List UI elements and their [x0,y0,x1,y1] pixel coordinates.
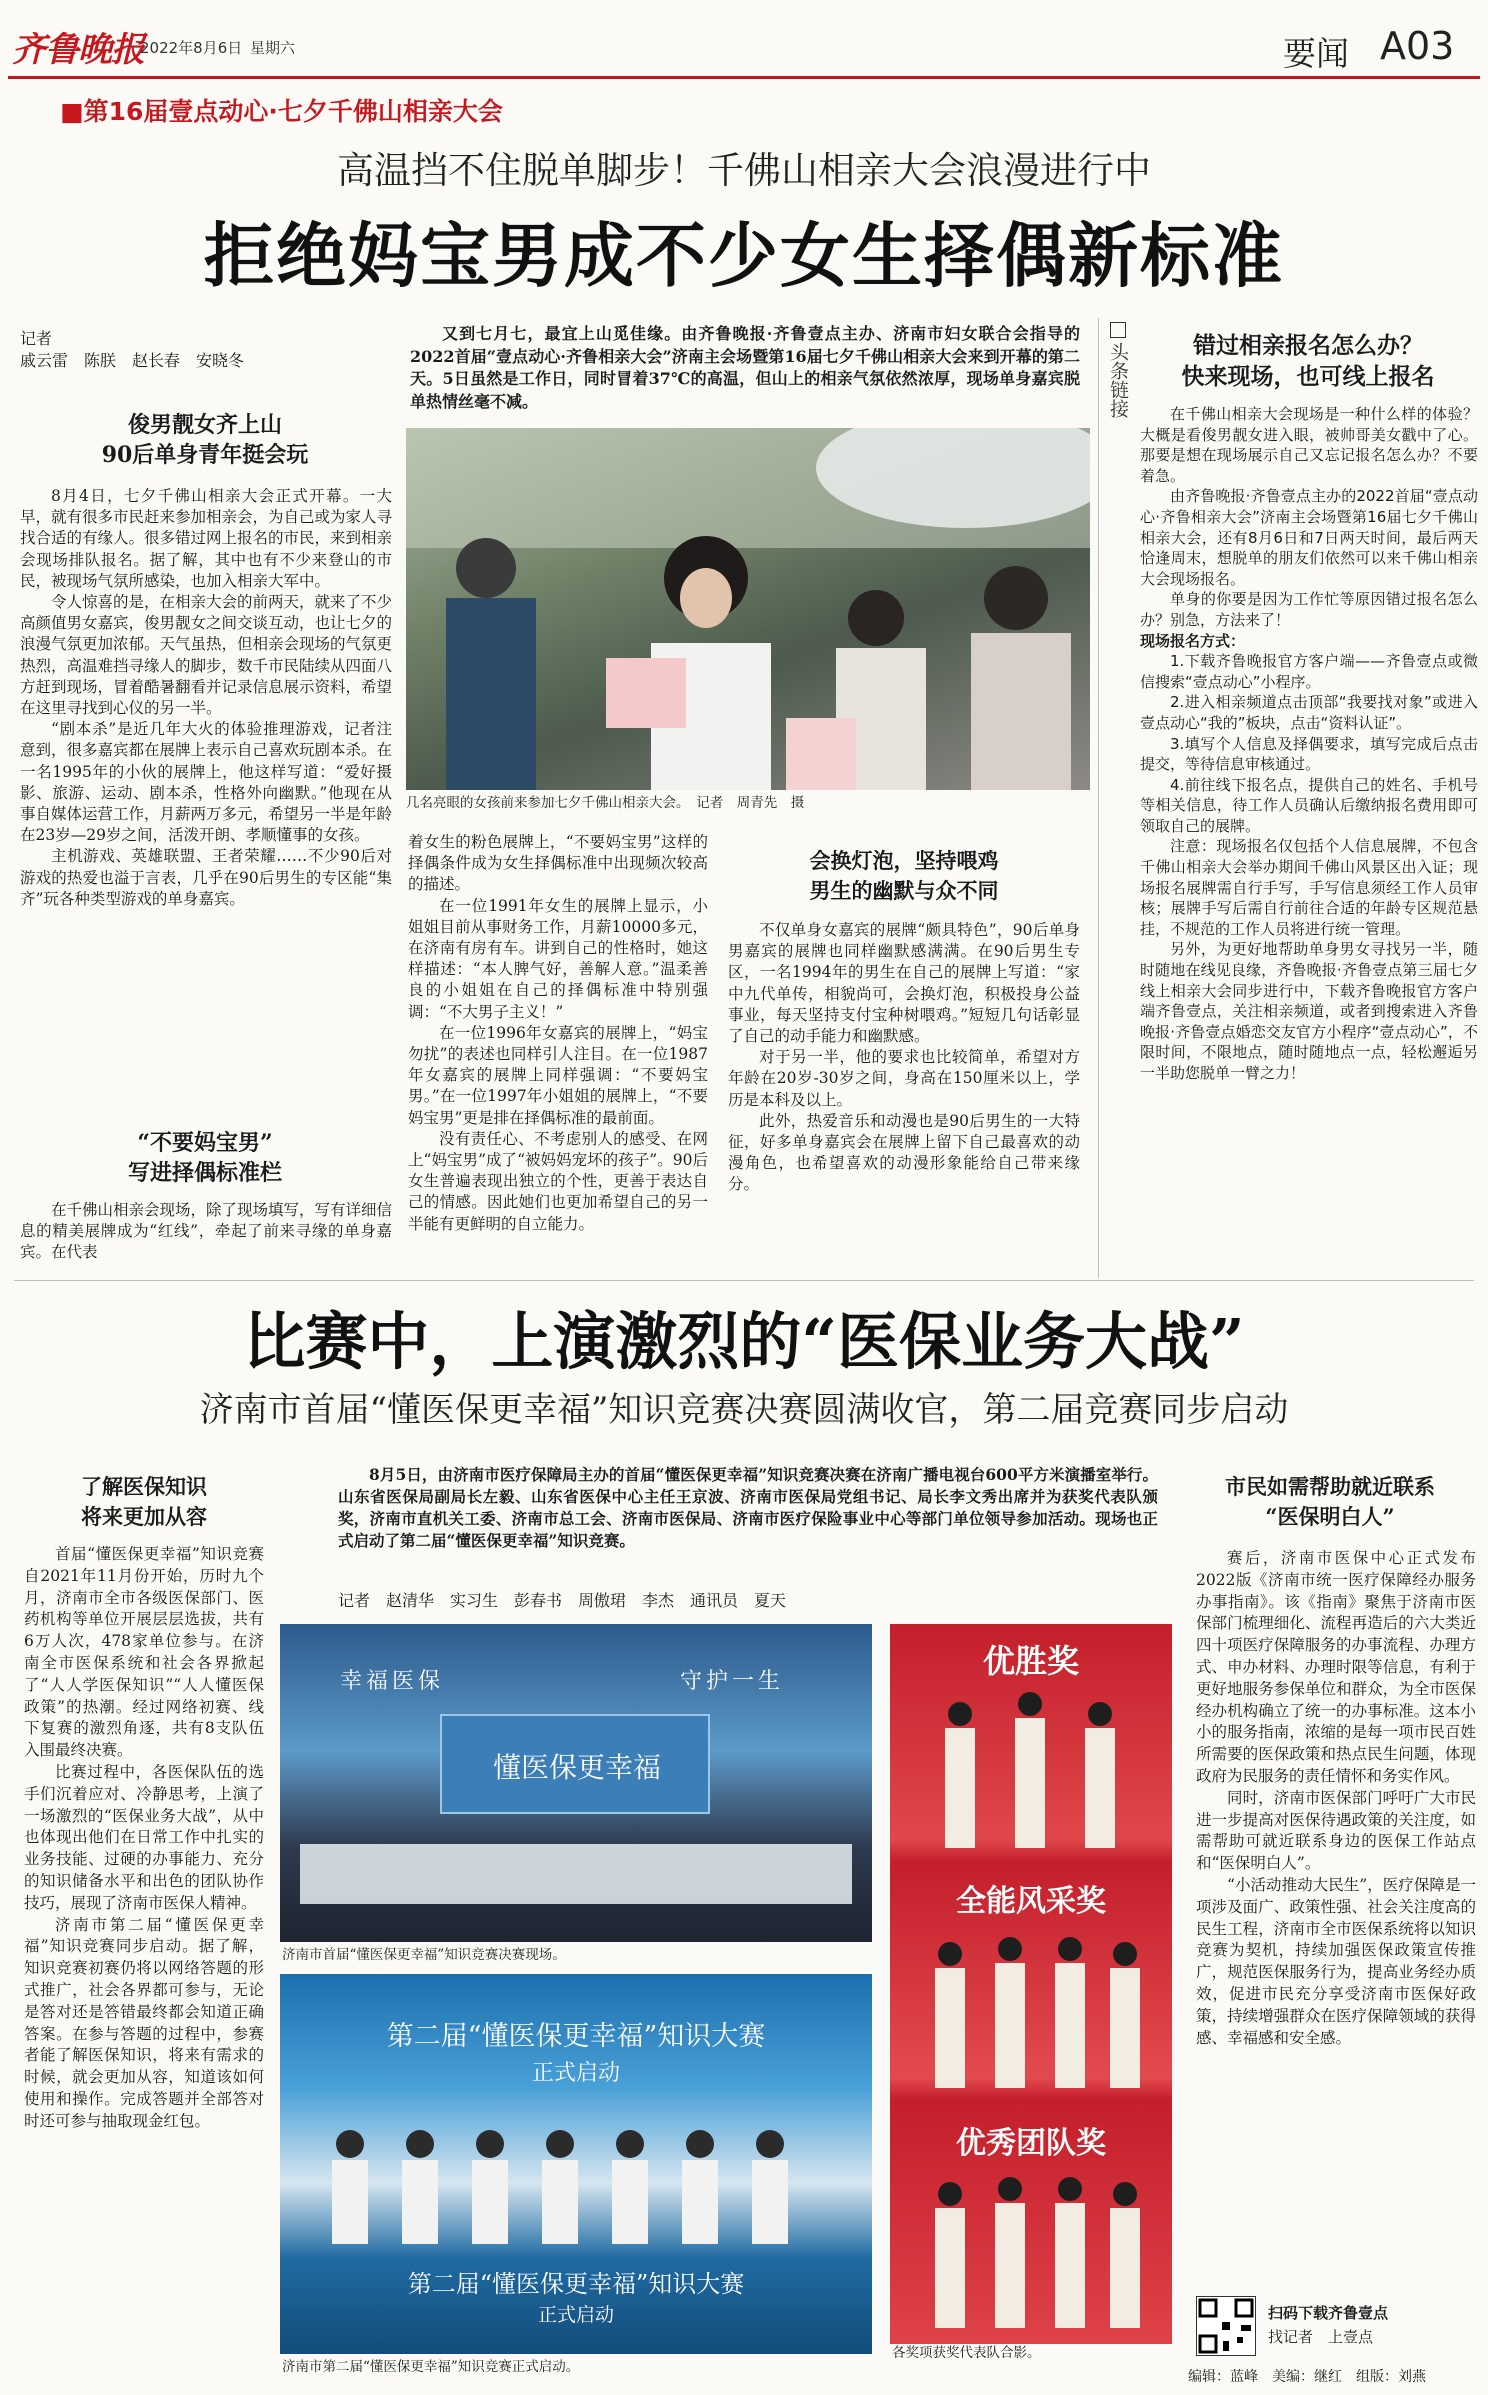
masthead [0,0,1488,80]
sidebar-body [1140,404,1478,1084]
story1-subhead-1: 俊男靓女齐上山 90后单身青年挺会玩 [101,412,309,468]
section-name: 要闻 [1283,34,1349,73]
story2-headline: 比赛中，上演激烈的“医保业务大战” [243,1305,1245,1378]
issue-weekday: 星期六 [250,39,296,57]
story2-reporters: 记者 赵清华 实习生 彭春书 周傲珺 李杰 通讯员 夏天 [338,1591,787,1610]
story2-photo-final [280,1624,872,1942]
award-groups-illustration [890,1624,1172,2344]
tag-box-icon [1110,322,1126,338]
step: 3.填写个人信息及择偶要求，填写完成后点击提交，等待信息审核通过。 [1140,734,1478,774]
crowd-illustration [406,428,1090,790]
paragraph: 在千佛山相亲大会现场是一种什么样的体验？大概是看俊男靓女进入眼，被帅哥美女戳中了心。那要是想在现场展示自己又忘记报名怎么办？不要着急。 [1140,405,1478,485]
step: 2.进入相亲频道点击顶部“我要找对象”或进入壹点动心“我的”板块，点击“资料认证”。 [1140,693,1478,732]
issue-date: 2022年8月6日 [140,39,243,57]
paragraph: 不仅单身女嘉宾的展牌“颇具特色”，90后单身男嘉宾的展牌也同样幽默感满满。在90后男生专区，一名1994年的男生在自己的展牌上写道：“家中九代单传，相貌尚可，会换灯泡，积极投身公益事业，每天坚持支付宝种树喂鸡。”短短几句话彰显了自己的动手能力和幽默感。 [728,921,1080,1046]
award-label-2: 全能风采奖 [956,1884,1106,1919]
step: 1.下载齐鲁晚报官方客户端——齐鲁壹点或微信搜索“壹点动心”小程序。 [1140,652,1478,691]
sidebar-divider [1098,318,1099,1278]
paragraph: 同时，济南市医保部门呼吁广大市民进一步提高对医保待遇政策的关注度，如需帮助可就近联系身边的医保工作站点和“医保明白人”。 [1196,1788,1476,1873]
story1-kicker: 高温挡不住脱单脚步！千佛山相亲大会浪漫进行中 [337,149,1151,192]
story2-left-column [24,1544,264,2133]
banner-right: 守护一生 [680,1669,785,1694]
story2-photo-launch-caption: 济南市第二届“懂医保更幸福”知识竞赛正式启动。 [282,2359,580,2375]
topic-bar: ■第16届壹点动心·七夕千佛山相亲大会 [60,97,503,126]
banner-left: 幸福医保 [340,1669,445,1694]
story1-column-1 [20,486,392,910]
story1-photo [406,428,1090,790]
story1-lead: 又到七月七，最宜上山觅佳缘。由齐鲁晚报·齐鲁壹点主办、济南市妇女联合会指导的2022首届“壹点动心·齐鲁相亲大会”济南主会场暨第16届七夕千佛山相亲大会来到开幕的第二天。5日虽然是工作日，同时冒着37℃的高温，但山上的相亲气氛依然浓厚，现场单身嘉宾脱单热情丝毫不减。 [410,324,1080,411]
qr-code-icon [1197,2297,1255,2355]
contestant-desks [300,1844,852,1904]
story1-photo-caption: 几名亮眼的女孩前来参加七夕千佛山相亲大会。 记者 周青先 摄 [406,795,805,811]
step: 注意：现场报名仅包括个人信息展牌，不包含千佛山相亲大会举办期间千佛山风景区出入证；现场报名展牌需自行手写，手写信息须经工作人员审核；展牌手写后需自行前往合适的年龄专区规范悬挂，不规范的工作人员将进行统一管理。 [1140,837,1478,938]
guests-illustration [310,2124,842,2244]
paragraph: 在一位1991年女生的展牌上显示，小姐姐目前从事财务工作，月薪10000多元，在济南有房有车。讲到自己的性格时，她这样描述：“本人脾气好，善解人意。”温柔善良的小姐姐在自己的择偶标准中特别强调：“不大男子主义！” [408,896,708,1021]
story2-photo-awards [890,1624,1172,2344]
story2-photo-launch: 第二届“懂医保更幸福”知识大赛 正式启动 第二届“懂医保更幸福”知识大赛 正式启动 [280,1974,872,2354]
qr-text-2: 找记者 上壹点 [1268,2328,1374,2346]
masthead-rule [8,76,1480,79]
paragraph: “小活动推动大民生”，医疗保障是一项涉及面广、政策性强、社会关注度高的民生工程，济南市全市医保系统将以知识竞赛为契机，持续加强医保政策宣传推广，规范医保服务行为，提高业务经办质效，促进市民充分享受济南市医保好政策，持续增强群众在医疗保障领域的获得感、幸福感和安全感。 [1196,1875,1476,2047]
qr-code[interactable] [1196,2296,1256,2356]
paragraph: 由齐鲁晚报·齐鲁壹点主办的2022首届“壹点动心·齐鲁相亲大会”济南主会场暨第16届七夕千佛山相亲大会，还有8月6日和7日两天时间，最后两天恰逢周末，想脱单的朋友们依然可以来千佛山相亲大会现场报名。 [1140,487,1478,588]
paragraph: “剧本杀”是近几年大火的体验推理游戏，记者注意到，很多嘉宾都在展牌上表示自己喜欢玩剧本杀。在一名1995年的小伙的展牌上，他这样写道：“爱好摄影、旅游、运动、剧本杀，性格外向幽默。”他现在从事自媒体运营工作，月薪两万多元，希望另一半是年龄在23岁—29岁之间，活泼开朗、孝顺懂事的女孩。 [20,720,393,845]
paragraph: 在一位1996年女嘉宾的展牌上，“妈宝勿扰”的表述也同样引人注目。在一位1987年女嘉宾的展牌上同样强调：“不要妈宝男。”在一位1997年小姐姐的展牌上，“不要妈宝男”更是排在择偶标准的最前面。 [408,1023,708,1127]
paragraph: 8月4日，七夕千佛山相亲大会正式开幕。一大早，就有很多市民赶来参加相亲会，为自己或为家人寻找合适的有缘人。很多错过网上报名的市民，来到相亲会现场排队报名。据了解，其中也有不少来登山的市民，被现场气氛所感染，也加入相亲大军中。 [20,487,393,590]
story2-photo-awards-caption: 各奖项获奖代表队合影。 [892,2345,1041,2361]
paragraph: 此外，热爱音乐和动漫也是90后男生的一大特征，好多单身嘉宾会在展牌上留下自己最喜欢的动漫角色，也希望喜欢的动漫形象能给自己带来缘分。 [728,1111,1080,1194]
story1-subhead-2: “不要妈宝男” 写进择偶标准栏 [127,1130,282,1186]
stage-screen: 懂医保更幸福 [440,1714,710,1814]
story1-column-2 [408,832,708,1235]
sidebar-tag: 头条链接 [1104,322,1132,418]
story1-column-1b [20,1200,392,1264]
paragraph: 单身的你要是因为工作忙等原因错过报名怎么办？别急，方法来了！ [1140,590,1478,629]
story2-left-subhead: 了解医保知识 将来更加从容 [81,1474,207,1529]
story1-subhead-3: 会换灯泡，坚持喂鸡 男生的幽默与众不同 [809,848,999,903]
page-number: A03 [1380,24,1455,68]
step: 4.前往线下报名点，提供自己的姓名、手机号等相关信息，待工作人员确认后缴纳报名费用即可领取自己的展牌。 [1140,775,1478,835]
paragraph: 首届“懂医保更幸福”知识竞赛自2021年11月份开始，历时九个月，济南市全市各级医保部门、医药机构等单位开展层层选拔，共有6万人次，478家单位参与。在济南全市医保系统和社会各界掀起了“人人学医保知识”“人人懂医保政策”的热潮。经过网络初赛、线下复赛的激烈角逐，共有8支队伍入围最终决赛。 [24,1545,264,1760]
sidebar-headline: 错过相亲报名怎么办？ 快来现场，也可线上报名 [1181,332,1435,390]
story2-right-column [1196,1548,1476,2049]
story2-right-subhead: 市民如需帮助就近联系 “医保明白人” [1225,1474,1435,1529]
paragraph: 主机游戏、英雄联盟、王者荣耀……不少90后对游戏的热爱也溢于言表，几乎在90后男生的专区能“集齐”玩各种类型游戏的单身嘉宾。 [20,847,392,908]
story1-reporters-label: 记者 [20,329,53,348]
qr-text-1: 扫码下载齐鲁壹点 [1268,2304,1389,2322]
story1-column-3 [728,920,1080,1196]
paragraph: 在千佛山相亲会现场，除了现场填写，写有详细信息的精美展牌成为“红线”，牵起了前来寻缘的单身嘉宾。在代表 [20,1201,393,1262]
story2-photo-final-caption: 济南市首届“懂医保更幸福”知识竞赛决赛现场。 [282,1947,566,1963]
paragraph: 比赛过程中，各医保队伍的选手们沉着应对、冷静思考，上演了一场激烈的“医保业务大战”，从中也体现出他们在日常工作中扎实的业务技能、过硬的办事能力、充分的知识储备水平和出色的团队协作技巧，展现了济南市医保人精神。 [24,1762,264,1912]
paragraph: 济南市第二届“懂医保更幸福”知识竞赛同步启动。据了解，知识竞赛初赛仍将以网络答题的形式推广，社会各界都可参与，无论是答对还是答错最终都会知道正确答案。在参与答题的过程中，参赛者能了解医保知识，将来有需求的时候，就会更加从容，知道该如何使用和操作。完成答题并全部答对时还可参与抽取现金红包。 [24,1915,264,2130]
story1-reporters: 戚云雷 陈朕 赵长春 安晓冬 [20,351,245,370]
paragraph: 令人惊喜的是，在相亲大会的前两天，就来了不少高颜值男女嘉宾，俊男靓女之间交谈互动，也让七夕的浪漫气氛更加浓郁。天气虽热，但相亲会现场的气氛更热烈，高温难挡寻缘人的脚步，数千市民陆续从四面八方赶到现场，冒着酷暑翻看并记录信息展示资料，希望在这里寻找到心仪的另一半。 [20,593,393,718]
award-label-1: 优胜奖 [982,1642,1079,1680]
story2-subhead: 济南市首届“懂医保更幸福”知识竞赛决赛圆满收官，第二届竞赛同步启动 [199,1390,1289,1430]
step: 另外，为更好地帮助单身男女寻找另一半，随时随地在线见良缘，齐鲁晚报·齐鲁壹点第三届七夕线上相亲大会同步进行中，下载齐鲁晚报官方客户端齐鲁壹点，关注相亲频道，或者到搜索进入齐鲁晚报·齐鲁壹点婚恋交友官方小程序“壹点动心”，不限时间，不限地点，随时随地点一点，轻松邂逅另一半助您脱单一臂之力！ [1140,940,1478,1082]
paragraph: 对于另一半，他的要求也比较简单，希望对方年龄在20岁-30岁之间，身高在150厘米以上，学历是本科及以上。 [728,1048,1080,1109]
award-label-3: 优秀团队奖 [956,2126,1106,2161]
story2-lead: 8月5日，由济南市医疗保障局主办的首届“懂医保更幸福”知识竞赛决赛在济南广播电视台600平方米演播室举行。山东省医保局副局长左毅、山东省医保中心主任王京波、济南市医保局党组书记、局长李文秀出席并为获奖代表队颁奖，济南市直机关工委、济南市总工会、济南市医保局、济南市医疗保险事业中心等部门单位领导参加活动。现场也正式启动了第二届“懂医保更幸福”知识竞赛。 [338,1465,1158,1550]
paragraph: 着女生的粉色展牌上，“不要妈宝男”这样的择偶条件成为女生择偶标准中出现频次较高的描述。 [408,833,708,894]
paragraph: 没有责任心、不考虑别人的感受、在网上“妈宝男”成了“被妈妈宠坏的孩子”。90后女生普遍表现出独立的个性，更善于表达自己的情感。因此她们也更加希望自己的另一半能有更鲜明的自立能力。 [408,1129,708,1233]
paragraph: 赛后，济南市医保中心正式发布2022版《济南市统一医疗保障经办服务办事指南》。该《指南》聚焦于济南市医保部门梳理细化、流程再造后的六大类近四十项医疗保障服务的办事流程、办理方式、申办材料、办理时限等信息，有利于更好地服务参保单位和群众，为全市医保经办机构确立了统一的办事标准。这本小小的服务指南，浓缩的是每一项市民百姓所需要的医保政策和热点民生问题，体现政府为民服务的责任情怀和务实作风。 [1196,1549,1476,1785]
story1-headline: 拒绝妈宝男成不少女生择偶新标准 [204,214,1284,297]
method-title: 现场报名方式： [1140,631,1246,650]
footer-credits: 编辑：蓝峰 美编：继红 组版：刘燕 [1188,2369,1426,2385]
story2-top-rule [14,1280,1474,1281]
launch-guests [310,2124,842,2244]
newspaper-logo: 齐鲁晚报 [12,30,144,70]
